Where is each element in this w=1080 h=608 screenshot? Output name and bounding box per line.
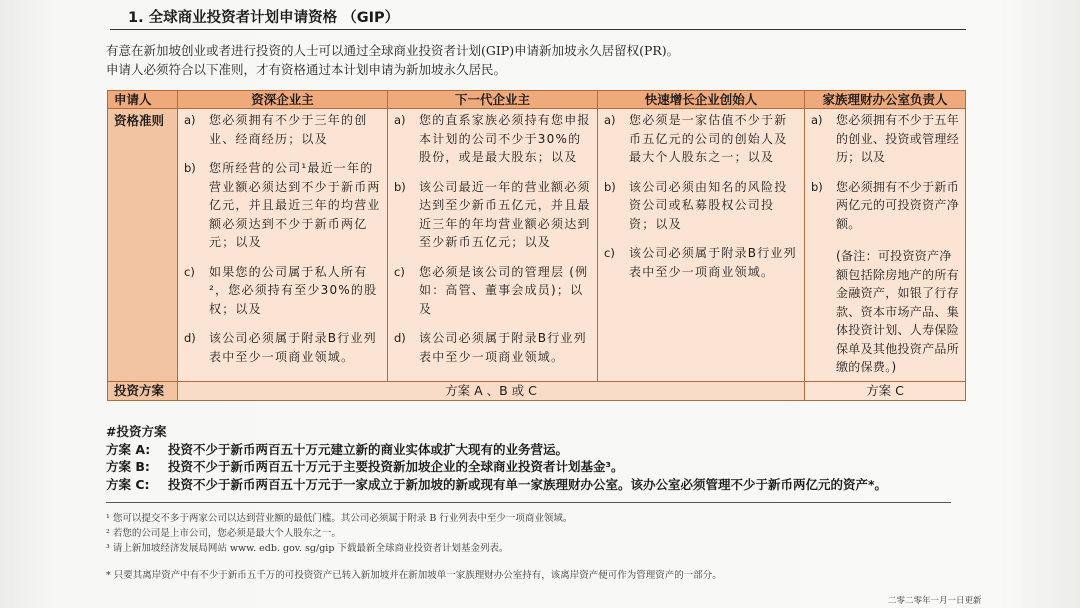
criterion-item: a) 您必须是一家估值不少于新币五亿元的公司的创始人及最大个人股东之一；以及: [604, 113, 788, 164]
section-heading: 1. 全球商业投资者计划申请资格 （GIP）: [128, 10, 400, 26]
criteria-cell-fast-growth-founder: [598, 109, 805, 382]
plan-option-family: 方案 C: [805, 382, 966, 401]
criterion-item: c) 您必须是该公司的管理层 (例如：高管、董事会成员)；以及: [394, 264, 589, 316]
intro-line: 申请人必须符合以下准则，才有资格通过本计划申请为新加坡永久居民。: [106, 62, 507, 77]
criterion-item: a) 您的直系家族必须持有您申报本计划的公司不少于30%的股份，或是最大股东；以及: [394, 113, 591, 164]
criteria-row: [108, 109, 966, 382]
plan-label: 投资方案: [108, 382, 178, 401]
criterion-item: b) 您所经营的公司¹最近一年的营业额必须达到不少于新币两亿元，并且最近三年的均营业额必须达到不少于新币两亿元；以及: [184, 161, 381, 249]
column-header: 快速增长企业创始人: [598, 91, 805, 109]
footnotes: [106, 511, 722, 583]
criterion-item: c) 该公司必须属于附录B行业列表中至少一项商业领域。: [604, 246, 797, 279]
plan-item: 方案 B: 投资不少于新币两百五十万元于主要投资新加坡企业的全球商业投资者计划基金³。: [106, 459, 624, 474]
footnote: * 只要其离岸资产中有不少于新币五千万的可投资资产已转入新加坡并在新加坡单一家族理财办公室持有，该离岸资产便可作为管理资产的一部分。: [106, 570, 722, 581]
plan-item: 方案 C: 投资不少于新币两百五十万元于一家成立于新加坡的新或现有单一家族理财办公室。该办公室必须管理不少于新币两亿元的资产*。: [106, 476, 888, 492]
criterion-item: b) 您必须拥有不少于新币两亿元的可投资资产净额。: [811, 179, 960, 231]
applicant-header: 申请人: [108, 91, 178, 109]
criterion-item: a) 您必须拥有不少于三年的创业、经商经历；以及: [184, 113, 368, 146]
table-header-row: [108, 91, 966, 109]
criterion-item: d) 该公司必须属于附录B行业列表中至少一项商业领域。: [394, 331, 587, 364]
criterion-item: d) 该公司必须属于附录B行业列表中至少一项商业领域。: [184, 331, 377, 364]
criterion-item: c) 如果您的公司属于私人所有²，您必须持有至少30%的股权；以及: [184, 264, 378, 316]
criterion-item: a) 您必须拥有不少于五年的创业、投资或管理经历；以及: [811, 113, 960, 164]
criteria-label: 资格准则: [108, 109, 178, 382]
column-header: 资深企业主: [178, 91, 388, 109]
footnote: ³ 请上新加坡经济发展局网站 www. edb. gov. sg/gip 下载最新全球商业投资者计划基金列表。: [106, 543, 509, 554]
intro-text: [106, 41, 679, 79]
plan-options-main: 方案 A 、B 或 C: [178, 382, 805, 401]
criterion-item: b) 该公司最近一年的营业额必须达到至少新币五亿元，并且最近三年的年均营业额必须达到至少新币五亿元；以及: [394, 179, 591, 249]
family-office-note: (备注：可投资资产净额包括除房地产的所有金融资产，如银了行存款、资本市场产品、集体投资计划、人寿保险保单及其他投资产品所缴的保费。): [836, 249, 960, 374]
column-header: 下一代企业主: [388, 91, 598, 109]
eligibility-table: [107, 90, 966, 401]
footnote: ² 若您的公司是上市公司，您必须是最大个人股东之一。: [106, 528, 341, 539]
criteria-cell-family-office: [805, 109, 966, 382]
plans-title: #投资方案: [106, 424, 167, 439]
investment-plan-row: [108, 382, 966, 401]
updated-date: 二零二零年一月一日更新: [888, 596, 982, 606]
footnote: ¹ 您可以提交不多于两家公司以达到营业额的最低门槛。其公司必须属于附录 B 行业列表中至少一项商业领域。: [106, 513, 573, 524]
intro-line: 有意在新加坡创业或者进行投资的人士可以通过全球商业投资者计划(GIP)申请新加坡永久居留权(PR)。: [106, 43, 680, 58]
criteria-cell-senior-owner: [178, 109, 388, 382]
criteria-cell-next-gen-owner: [388, 109, 598, 382]
criterion-item: b) 该公司必须由知名的风险投资公司或私募股权公司投资；以及: [604, 179, 788, 231]
investment-plans: [106, 423, 887, 493]
plan-item: 方案 A: 投资不少于新币两百五十万元建立新的商业实体或扩大现有的业务营运。: [106, 441, 569, 457]
column-header: 家族理财办公室负责人: [805, 91, 966, 109]
heading-rule: [110, 29, 966, 30]
footnote-rule: [106, 502, 951, 503]
